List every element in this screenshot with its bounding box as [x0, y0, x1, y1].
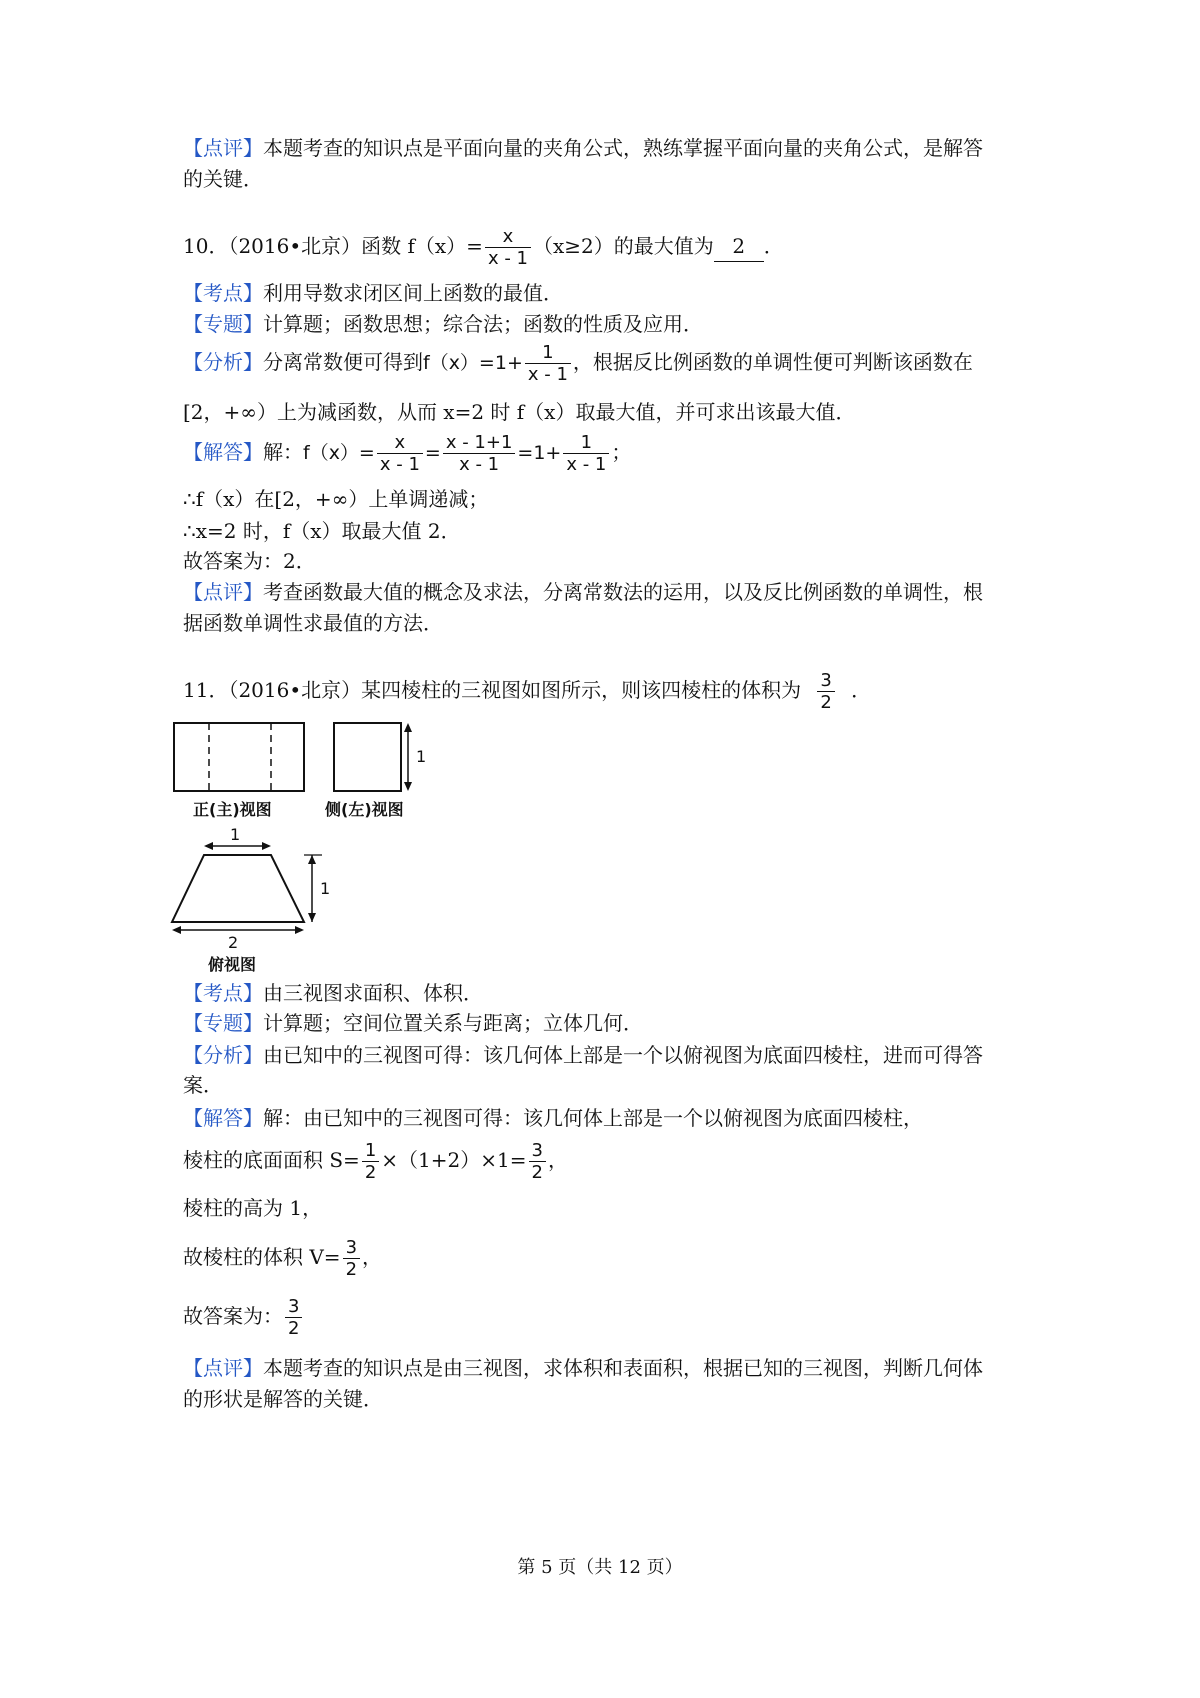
kaodian-text: 利用导数求闭区间上函数的最值．	[263, 281, 563, 305]
q10-kaodian	[183, 278, 563, 308]
fraction-numerator: x	[377, 432, 423, 454]
q10-answer: 2	[714, 231, 764, 262]
zhuanti-tag: 【专题】	[183, 1011, 263, 1035]
q11-answer-line	[183, 1296, 304, 1339]
q10-end: ．	[763, 234, 784, 258]
fenxi-tag: 【分析】	[183, 350, 263, 374]
fraction-denominator: x - 1	[459, 454, 500, 475]
fenxi-text-b: ，根据反比例函数的单调性便可判断该函数在	[572, 350, 973, 374]
q10-prefix: 10．（2016•北京）函数 f（x）=	[183, 234, 483, 258]
top-view-trapezoid	[172, 855, 304, 922]
q11-dianping	[183, 1353, 983, 1383]
volume-fraction	[343, 1237, 360, 1280]
dianping-tag: 【点评】	[183, 580, 263, 604]
answer-fraction	[285, 1296, 302, 1339]
area-end: ，	[547, 1148, 568, 1172]
arrow-left-icon	[204, 842, 213, 850]
fraction-denominator: x - 1	[379, 454, 420, 475]
page-footer: 第 5 页（共 12 页）	[517, 1557, 683, 1578]
fenxi-formula: f（x）=1+	[423, 352, 523, 374]
fraction-numerator: 1	[362, 1140, 379, 1162]
q10-fenxi-line2: [2，+∞）上为减函数，从而 x=2 时 f（x）取最大值，并可求出该最大值．	[183, 400, 856, 424]
area-fraction-2	[529, 1140, 546, 1183]
q11-height: 棱柱的高为 1，	[183, 1196, 323, 1220]
area-fraction-1	[362, 1140, 379, 1183]
top-view-top-dimension: 1	[230, 825, 241, 844]
q11-fenxi	[183, 1040, 983, 1070]
comment-text: 本题考查的知识点是平面向量的夹角公式，熟练掌握平面向量的夹角公式，是解答	[263, 136, 983, 160]
q11-fenxi-line2: 案．	[183, 1073, 223, 1097]
q10-step1: ∴f（x）在[2，+∞）上单调递减；	[183, 487, 489, 511]
fraction-denominator: 2	[531, 1162, 543, 1183]
q11-zhuanti	[183, 1008, 643, 1038]
fraction-numerator: 1	[563, 432, 609, 454]
three-view-figure	[160, 712, 460, 982]
equals-one-plus: =1+	[517, 442, 562, 464]
q10-jieda	[183, 432, 631, 475]
q10-dianping	[183, 577, 983, 607]
fraction-denominator: x - 1	[566, 454, 607, 475]
side-view-label: 侧(左)视图	[325, 800, 404, 819]
q11-jieda	[183, 1103, 923, 1133]
dianping-text: 考查函数最大值的概念及求法，分离常数法的运用，以及反比例函数的单调性，根	[263, 580, 983, 604]
q11-prefix: 11．（2016•北京）某四棱柱的三视图如图所示，则该四棱柱的体积为	[183, 678, 802, 702]
area-text: 棱柱的底面面积 S=	[183, 1148, 360, 1172]
front-view-rect	[174, 723, 304, 791]
fraction-denominator: x - 1	[487, 248, 528, 269]
kaodian-tag: 【考点】	[183, 281, 263, 305]
kaodian-tag: 【考点】	[183, 981, 263, 1005]
arrow-down-icon	[404, 782, 412, 791]
q10-dianping-line2: 据函数单调性求最值的方法．	[183, 611, 443, 635]
q11-dianping-line2: 的形状是解答的关键．	[183, 1387, 383, 1411]
fraction-numerator: 3	[285, 1296, 302, 1318]
q11-answer-fraction	[817, 670, 834, 713]
fenxi-text: 由已知中的三视图可得：该几何体上部是一个以俯视图为底面四棱柱，进而可得答	[263, 1043, 983, 1067]
jieda-formula: f（x）=	[303, 442, 375, 464]
zhuanti-text: 计算题；空间位置关系与距离；立体几何．	[263, 1011, 643, 1035]
fraction-numerator: 3	[529, 1140, 546, 1162]
q10-step2: ∴x=2 时，f（x）取最大值 2．	[183, 519, 461, 543]
kaodian-text: 由三视图求面积、体积．	[263, 981, 483, 1005]
q11-statement	[183, 670, 871, 713]
fenxi-fraction	[525, 342, 571, 385]
q11-kaodian	[183, 978, 483, 1008]
jieda-end: ；	[611, 440, 632, 464]
fraction-numerator: x	[485, 226, 531, 248]
fraction-numerator: 1	[525, 342, 571, 364]
jieda-tag: 【解答】	[183, 1106, 263, 1130]
zhuanti-tag: 【专题】	[183, 312, 263, 336]
zhuanti-text: 计算题；函数思想；综合法；函数的性质及应用．	[263, 312, 703, 336]
answer-text: 故答案为：	[183, 1304, 283, 1328]
arrow-up-icon	[404, 723, 412, 732]
q11-volume	[183, 1237, 382, 1280]
q10-fraction	[485, 226, 531, 269]
fenxi-text: 分离常数便可得到	[263, 350, 423, 374]
fraction-numerator: x - 1+1	[443, 432, 516, 454]
jieda-fraction-3	[563, 432, 609, 475]
arrow-right-icon	[262, 842, 271, 850]
top-view-label: 俯视图	[208, 955, 257, 974]
top-view-right-dimension: 1	[320, 879, 331, 898]
jieda-text: 解：	[263, 440, 303, 464]
q10-middle: （x≥2）的最大值为	[533, 234, 714, 258]
q11-end: ．	[851, 678, 872, 702]
area-text-b: ×（1+2）×1=	[381, 1148, 527, 1172]
volume-end: ，	[362, 1245, 383, 1269]
q10-fenxi	[183, 342, 973, 385]
volume-text: 故棱柱的体积 V=	[183, 1245, 341, 1269]
q11-answer-blank	[801, 670, 851, 713]
fraction-numerator: 3	[343, 1237, 360, 1259]
q10-answer-line: 故答案为：2．	[183, 549, 316, 573]
fraction-numerator: 3	[817, 670, 834, 692]
top-view-bottom-dimension: 2	[228, 933, 239, 952]
jieda-fraction-2	[443, 432, 516, 475]
prev-comment-line1	[183, 133, 983, 163]
prev-comment-line2: 的关键．	[183, 167, 263, 191]
front-view-label: 正(主)视图	[193, 800, 272, 819]
comment-tag: 【点评】	[183, 136, 263, 160]
fraction-denominator: x - 1	[527, 364, 568, 385]
q11-area	[183, 1140, 568, 1183]
q10-zhuanti	[183, 309, 703, 339]
side-view-dimension: 1	[416, 747, 427, 766]
q10-statement	[183, 226, 784, 269]
jieda-text: 解：由已知中的三视图可得：该几何体上部是一个以俯视图为底面四棱柱，	[263, 1106, 923, 1130]
fraction-denominator: 2	[820, 692, 832, 713]
fraction-denominator: 2	[288, 1318, 300, 1339]
arrow-down-icon	[308, 913, 316, 922]
equals-sign: =	[424, 442, 441, 464]
dianping-tag: 【点评】	[183, 1356, 263, 1380]
arrow-left-icon	[172, 926, 181, 934]
dianping-text: 本题考查的知识点是由三视图，求体积和表面积，根据已知的三视图，判断几何体	[263, 1356, 983, 1380]
jieda-fraction-1	[377, 432, 423, 475]
fraction-denominator: 2	[345, 1259, 358, 1280]
fenxi-tag: 【分析】	[183, 1043, 263, 1067]
arrow-up-icon	[308, 855, 316, 864]
side-view-rect	[334, 723, 401, 791]
fraction-denominator: 2	[364, 1162, 377, 1183]
jieda-tag: 【解答】	[183, 440, 263, 464]
arrow-right-icon	[295, 926, 304, 934]
